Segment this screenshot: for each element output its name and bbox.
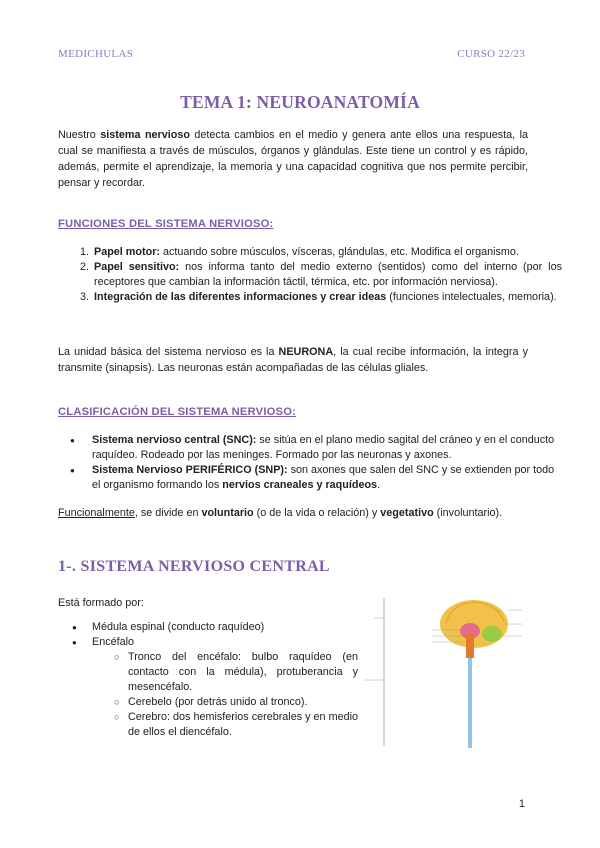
brainstem (466, 634, 474, 658)
page-title: TEMA 1: NEUROANATOMÍA (180, 92, 420, 112)
list-item: ● Sistema Nervioso PERIFÉRICO (SNP): son axones que salen del SNC y se extienden por todo el organismo formando los nervios craneales y raquídeos. (92, 463, 562, 493)
clasificacion-list (58, 433, 562, 493)
list-item: ○ Tronco del encéfalo: bulbo raquídeo (en contacto con la médula), protuberancia y mesencéfalo. (58, 650, 358, 695)
list-item: ● Sistema nervioso central (SNC): se sitúa en el plano medio sagital del cráneo y en el conducto raquídeo. Rodeado por las meninges. Formado por las neuronas y axones. (92, 433, 562, 463)
funciones-list (58, 245, 562, 305)
header-right: CURSO 22/23 (457, 48, 525, 60)
list-item: ○ Cerebro: dos hemisferios cerebrales y en medio de ellos el diencéfalo. (58, 710, 358, 740)
list-item: 3. Integración de las diferentes informaciones y crear ideas (funciones intelectuales, memoria). (92, 290, 562, 305)
funciones-heading: FUNCIONES DEL SISTEMA NERVIOSO: (58, 218, 274, 230)
page-number: 1 (518, 798, 525, 810)
list-item: 2. Papel sensitivo: nos informa tanto del medio externo (sentidos) como del interno (por los receptores que cambian la información táctil, térmica, etc. por información nerviosa). (92, 260, 562, 290)
neurona-paragraph: La unidad básica del sistema nervioso es la NEURONA, la cual recibe información, la integra y transmite (sinapsis). Las neuronas están acompañadas de las células gliales. (58, 346, 528, 374)
funcional-paragraph: Funcionalmente, se divide en voluntario (o de la vida o relación) y vegetativo (involuntario). (58, 507, 503, 519)
cns-illustration (362, 596, 550, 756)
list-item: ● Encéfalo (58, 635, 358, 650)
brain-cerebellum (482, 626, 502, 642)
spinal-cord (468, 658, 472, 748)
list-item: 1. Papel motor: actuando sobre músculos, vísceras, glándulas, etc. Modifica el organismo. (92, 245, 562, 260)
snc-heading: 1-. SISTEMA NERVIOSO CENTRAL (58, 558, 330, 575)
header-left: MEDICHULAS (58, 48, 134, 60)
snc-list (58, 620, 358, 740)
snc-intro: Está formado por: (58, 597, 144, 609)
clasificacion-heading: CLASIFICACIÓN DEL SISTEMA NERVIOSO: (58, 406, 297, 418)
list-item: ○ Cerebelo (por detrás unido al tronco). (58, 695, 358, 710)
intro-paragraph: Nuestro sistema nervioso detecta cambios en el medio y genera ante ellos una respuesta, la cual se manifiesta a través de músculos, órganos y glándulas. Este tiene un control y es rápido, además, permite el aprendizaje, la memoria y una capacidad cognitiva que nos permite percibir, pensar y recordar. (58, 129, 528, 189)
list-item: ● Médula espinal (conducto raquídeo) (58, 620, 358, 635)
